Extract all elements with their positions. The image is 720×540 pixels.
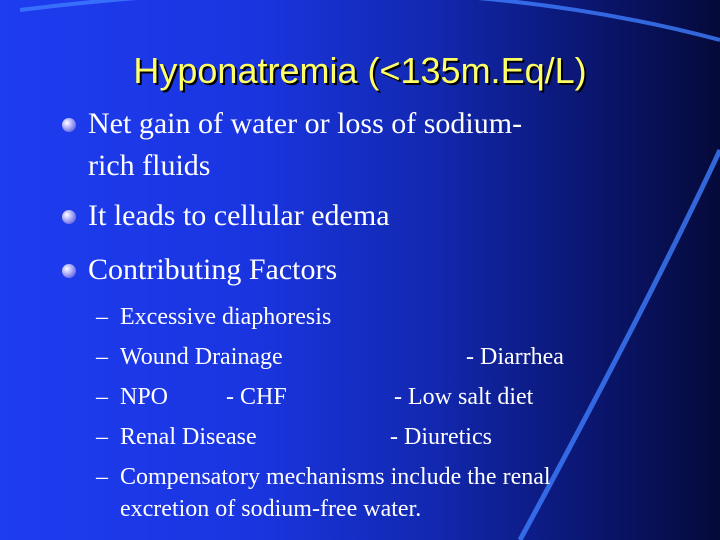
dash-marker: – [96, 464, 108, 490]
bullet-dot-icon [62, 118, 76, 132]
sub-item-mid-text: - CHF [226, 384, 287, 410]
sub-item-text: Wound Drainage [120, 344, 283, 370]
dash-marker: – [96, 424, 108, 450]
dash-marker: – [96, 304, 108, 330]
sub-item-text: Compensatory mechanisms include the renal [120, 464, 551, 490]
sub-item-text: excretion of sodium-free water. [120, 496, 422, 522]
bullet-text: Net gain of water or loss of sodium- [88, 107, 523, 140]
bullet-text: rich fluids [88, 149, 211, 182]
bullet-dot-icon [62, 210, 76, 224]
bullet-text: Contributing Factors [88, 253, 338, 286]
bullet-text: It leads to cellular edema [88, 199, 390, 232]
sub-item-text: Excessive diaphoresis [120, 304, 332, 330]
slide-title: Hyponatremia (<135m.Eq/L) [133, 50, 587, 91]
arc-upper [20, 0, 720, 40]
sub-item-text: NPO [120, 384, 169, 410]
sub-item-right-text: - Diuretics [390, 424, 492, 450]
dash-marker: – [96, 384, 108, 410]
sub-item-right-text: - Diarrhea [466, 344, 564, 370]
sub-item-text: Renal Disease [120, 424, 257, 450]
dash-marker: – [96, 344, 108, 370]
bullet-dot-icon [62, 264, 76, 278]
sub-item-right-text: - Low salt diet [394, 384, 534, 410]
